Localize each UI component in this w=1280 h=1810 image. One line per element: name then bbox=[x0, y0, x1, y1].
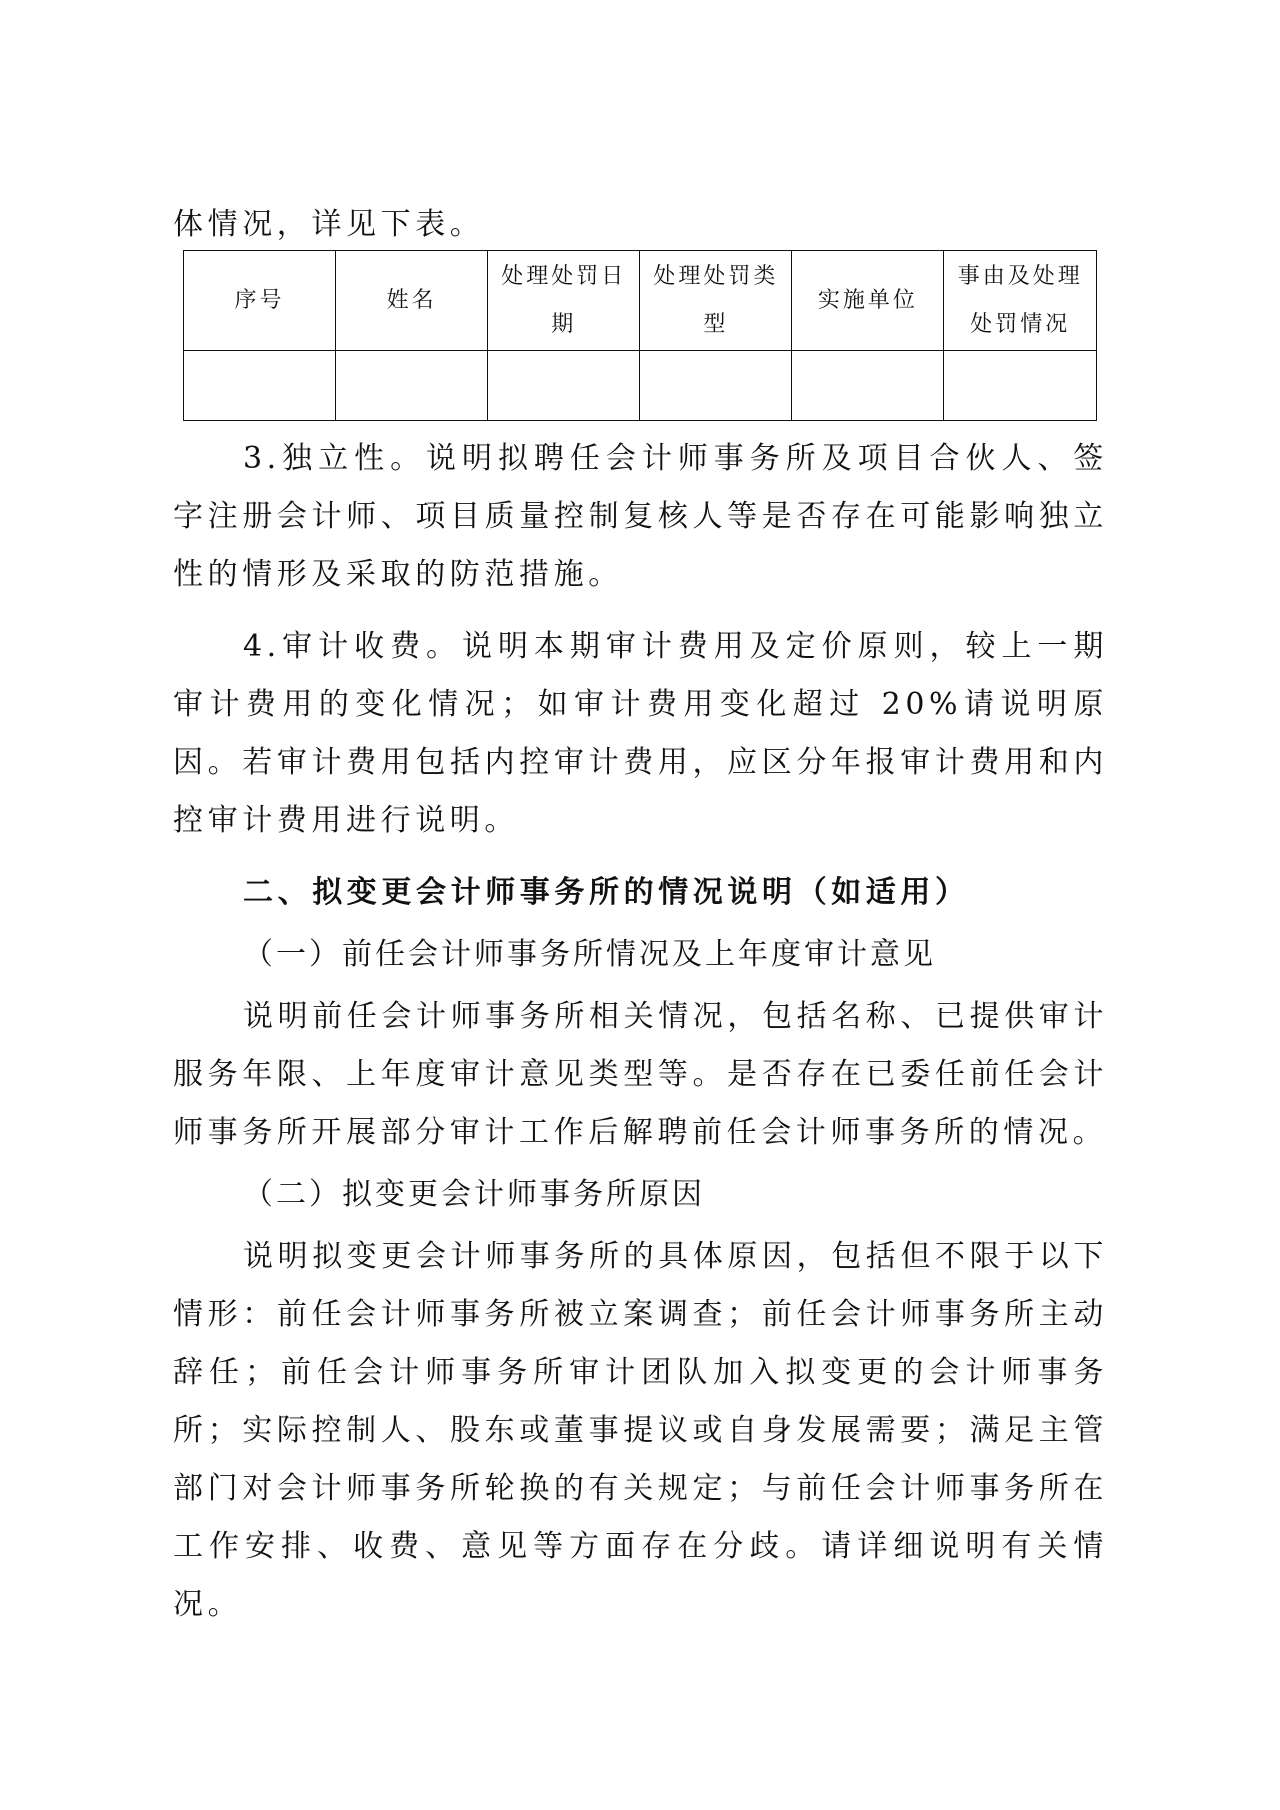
column-header-index: 序号 bbox=[184, 251, 336, 351]
subsection-two-body: 说明拟变更会计师事务所的具体原因，包括但不限于以下情形：前任会计师事务所被立案调查；前任会计师事务所主动辞任；前任会计师事务所审计团队加入拟变更的会计师事务所；实际控制人、股东或董事提议或自身发展需要；满足主管部门对会计师事务所轮换的有关规定；与前任会计师事务所在工作安排、收费、意见等方面存在分歧。请详细说明有关情况。 bbox=[173, 1239, 1108, 1622]
table-cell bbox=[336, 351, 488, 421]
penalty-table bbox=[183, 250, 1097, 421]
table-cell bbox=[184, 351, 336, 421]
subsection-one-heading: （一）前任会计师事务所情况及上年度审计意见 bbox=[243, 937, 936, 972]
subsection-one-body: 说明前任会计师事务所相关情况，包括名称、已提供审计服务年限、上年度审计意见类型等。是否存在已委任前任会计师事务所开展部分审计工作后解聘前任会计师事务所的情况。 bbox=[173, 999, 1108, 1150]
table-cell bbox=[640, 351, 792, 421]
column-header-penalty-type: 处理处罚类型 bbox=[640, 251, 792, 351]
table-cell bbox=[944, 351, 1097, 421]
table-header-row bbox=[184, 251, 1097, 351]
column-header-penalty-date: 处理处罚日期 bbox=[488, 251, 640, 351]
subsection-two-heading: （二）拟变更会计师事务所原因 bbox=[243, 1177, 705, 1212]
column-header-implementing-unit: 实施单位 bbox=[792, 251, 944, 351]
column-header-name: 姓名 bbox=[336, 251, 488, 351]
intro-line: 体情况，详见下表。 bbox=[173, 207, 485, 242]
table-cell bbox=[488, 351, 640, 421]
table-row bbox=[184, 351, 1097, 421]
paragraph-audit-fee: 4.审计收费。说明本期审计费用及定价原则，较上一期审计费用的变化情况；如审计费用变化超过 20%请说明原因。若审计费用包括内控审计费用，应区分年报审计费用和内控审计费用进行说明。 bbox=[173, 629, 1108, 838]
table-cell bbox=[792, 351, 944, 421]
body-text bbox=[173, 430, 1108, 1634]
section-two-heading: 二、拟变更会计师事务所的情况说明（如适用） bbox=[243, 875, 970, 910]
column-header-reason-and-penalty: 事由及处理处罚情况 bbox=[944, 251, 1097, 351]
paragraph-independence: 3.独立性。说明拟聘任会计师事务所及项目合伙人、签字注册会计师、项目质量控制复核人等是否存在可能影响独立性的情形及采取的防范措施。 bbox=[173, 441, 1108, 592]
